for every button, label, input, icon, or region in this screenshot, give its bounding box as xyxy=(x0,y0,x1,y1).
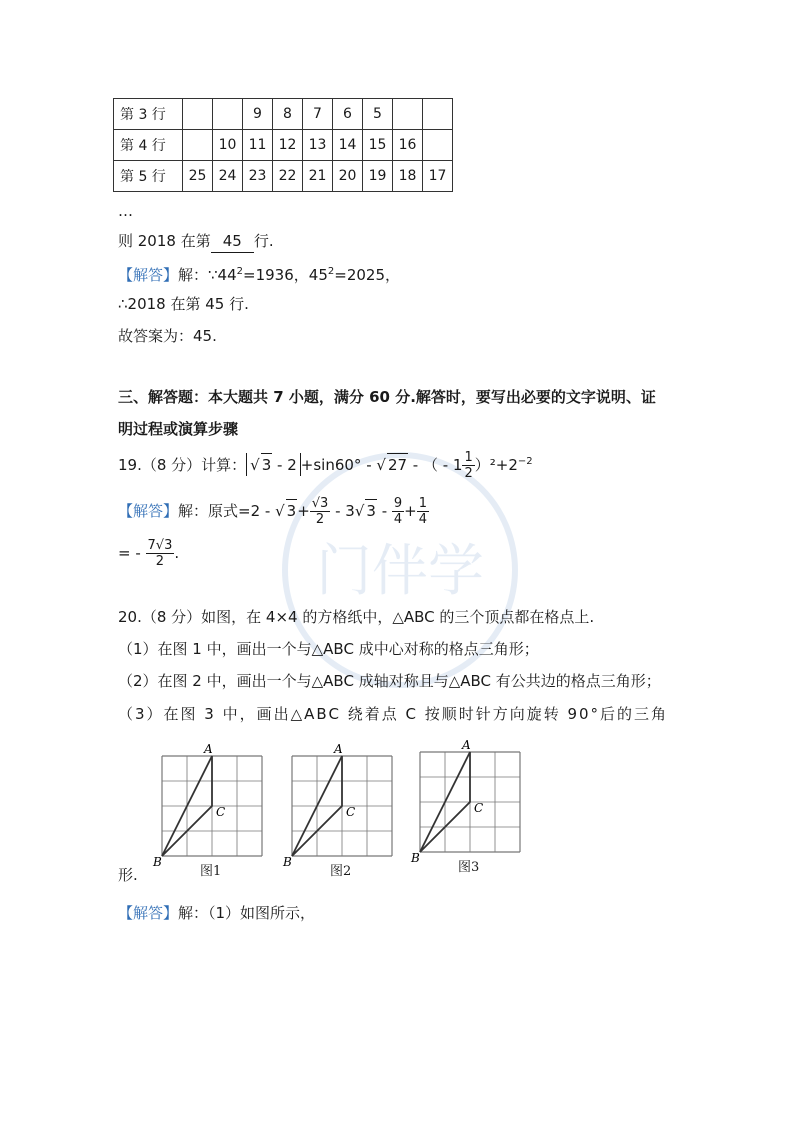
q20-line2: （1）在图 1 中，画出一个与△ABC 成中心对称的格点三角形； xyxy=(118,640,539,658)
table-cell: 11 xyxy=(243,130,273,161)
table-cell: 22 xyxy=(273,161,303,192)
table-cell: 25 xyxy=(183,161,213,192)
q18-question-line: 则 2018 在第 45 行. xyxy=(118,230,274,253)
table-row xyxy=(114,161,453,192)
table-row xyxy=(114,99,453,130)
table-cell: 5 xyxy=(363,99,393,130)
q18-final: 故答案为：45. xyxy=(118,327,217,345)
table-cell: 12 xyxy=(273,130,303,161)
table-cell: 16 xyxy=(393,130,423,161)
section-heading: 三、解答题：本大题共 7 小题，满分 60 分.解答时，要写出必要的文字说明、证 xyxy=(118,388,656,406)
svg-text:门伴学: 门伴学 xyxy=(316,539,484,604)
figure-caption: 图2 xyxy=(330,864,352,879)
table-cell: 10 xyxy=(213,130,243,161)
answer-tag: 【解答】 xyxy=(118,904,179,922)
section-heading-cont: 明过程或演算步骤 xyxy=(118,420,239,438)
answer-tag: 【解答】 xyxy=(118,502,179,520)
table-cell: 21 xyxy=(303,161,333,192)
vertex-label-c: C xyxy=(216,805,226,819)
table-cell: 24 xyxy=(213,161,243,192)
table-cell: 19 xyxy=(363,161,393,192)
table-cell: 15 xyxy=(363,130,393,161)
q18-therefore: ∴2018 在第 45 行. xyxy=(118,295,249,313)
ellipsis: … xyxy=(118,202,133,220)
table-cell: 23 xyxy=(243,161,273,192)
q18-solution: 【解答】解：$\because 44^2=1936$，$45^2=2025$， xyxy=(118,266,400,284)
table-cell xyxy=(423,99,453,130)
table-cell xyxy=(423,130,453,161)
q20-line1: 20.（8 分）如图，在 4×4 的方格纸中，△ABC 的三个顶点都在格点上. xyxy=(118,608,595,626)
q19-question: 19.（8 分）计算： √ 3 - 2 +sin60° - √ 27 - （ - 1 $\frac{1}{2}$ ）$^2+2^{-2}$ xyxy=(118,450,533,481)
vertex-label-a: A xyxy=(334,742,343,756)
table-cell: 20 xyxy=(333,161,363,192)
answer-tag: 【解答】 xyxy=(118,266,179,284)
table-cell: 18 xyxy=(393,161,423,192)
table-cell: 17 xyxy=(423,161,453,192)
q20-solution: 【解答】解：（1）如图所示， xyxy=(118,904,316,922)
q20-line3: （2）在图 2 中，画出一个与△ABC 成轴对称且与△ABC 有公共边的格点三角形； xyxy=(118,672,661,690)
table-cell: 8 xyxy=(273,99,303,130)
table-cell: 9 xyxy=(243,99,273,130)
table-cell xyxy=(183,99,213,130)
table-cell xyxy=(183,130,213,161)
q19-result: = - $\frac{7√3}{2}$ . xyxy=(118,538,180,569)
number-table xyxy=(113,98,453,192)
table-cell: 6 xyxy=(333,99,363,130)
figure-caption: 图1 xyxy=(200,864,222,879)
q20-line5: 形. xyxy=(118,866,138,884)
vertex-label-a: A xyxy=(462,738,471,752)
figure-caption: 图3 xyxy=(458,860,480,875)
vertex-label-b: B xyxy=(411,851,420,865)
vertex-label-b: B xyxy=(153,855,162,869)
vertex-label-b: B xyxy=(283,855,292,869)
table-cell: 7 xyxy=(303,99,333,130)
vertex-label-a: A xyxy=(204,742,213,756)
q20-line4: （3）在图 3 中，画出△ABC 绕着点 C 按顺时针方向旋转 90°后的三角 xyxy=(118,705,669,723)
table-cell: 13 xyxy=(303,130,333,161)
row-label: 第 5 行 xyxy=(114,161,183,192)
table-cell xyxy=(393,99,423,130)
figure-1 xyxy=(152,742,282,872)
figure-3 xyxy=(410,738,540,868)
row-label: 第 4 行 xyxy=(114,130,183,161)
figure-2 xyxy=(282,742,412,872)
vertex-label-c: C xyxy=(346,805,356,819)
table-row xyxy=(114,130,453,161)
table-cell xyxy=(213,99,243,130)
q18-answer: 45 xyxy=(211,230,254,253)
q19-solution: 【解答】解：原式=2 - √ 3+ $\frac{√3}{2}$ - 3√ 3 - $\frac{9}{4}$ + $\frac{1}{4}$ xyxy=(118,496,428,527)
row-label: 第 3 行 xyxy=(114,99,183,130)
vertex-label-c: C xyxy=(474,801,484,815)
table-cell: 14 xyxy=(333,130,363,161)
